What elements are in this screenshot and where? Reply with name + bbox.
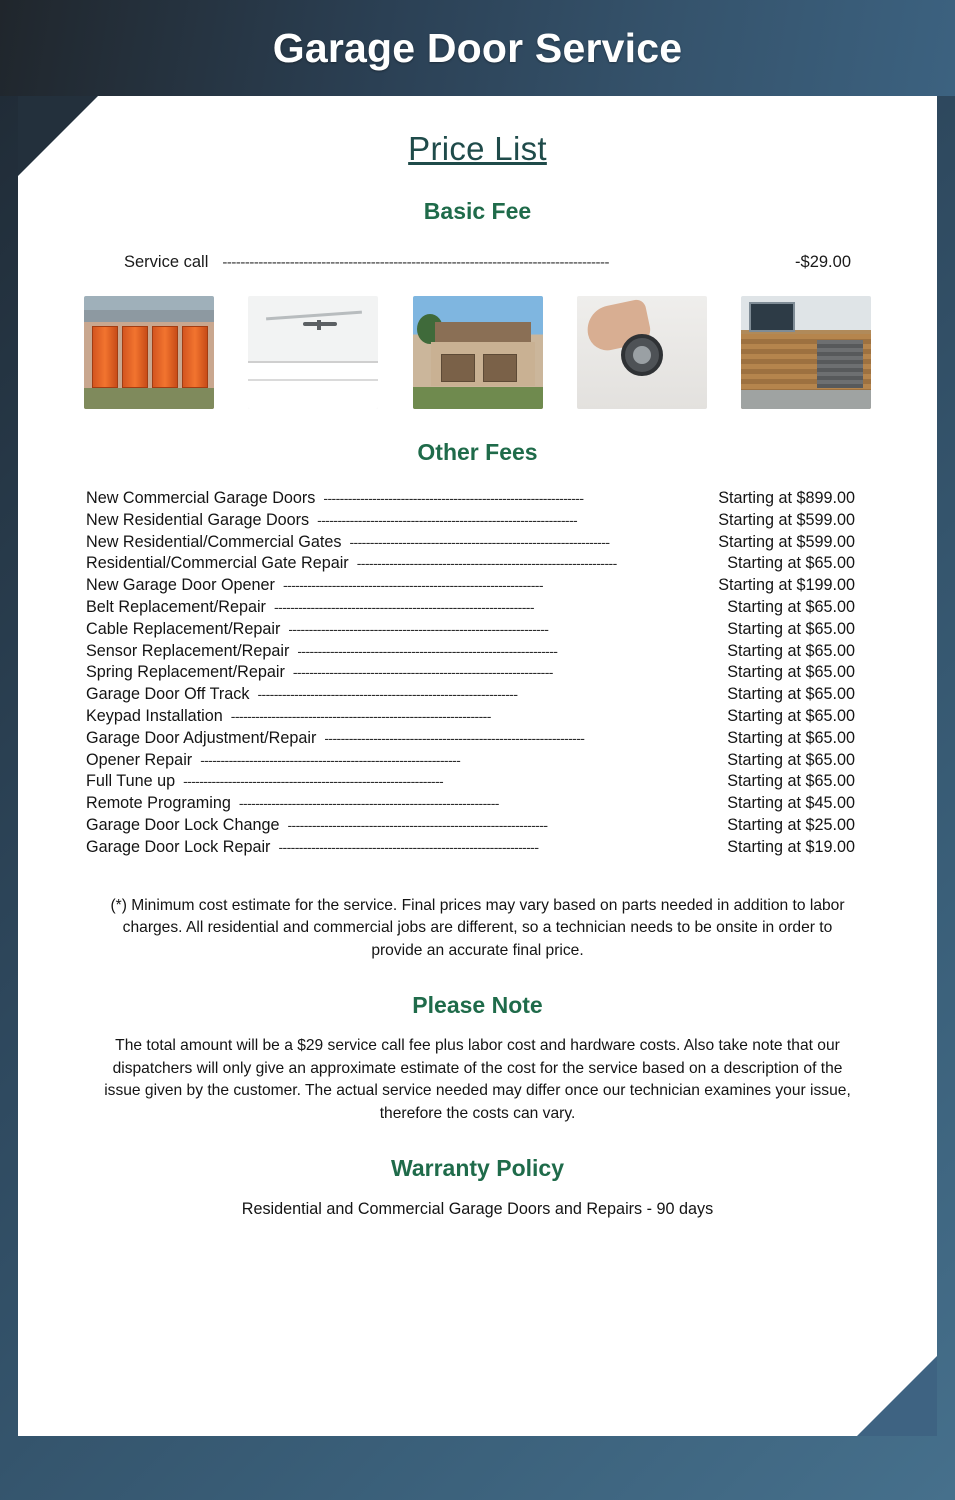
fee-name: Remote Programing: [86, 794, 231, 813]
fee-amount: Starting at $45.00: [727, 794, 855, 813]
fee-name: Garage Door Lock Change: [86, 815, 280, 834]
fee-leader: ----------------------------------------------------------------: [324, 729, 585, 746]
fee-row: [86, 641, 855, 663]
fee-name: Opener Repair: [86, 750, 193, 769]
basic-fee-label: Service call: [124, 253, 209, 271]
fee-name: New Commercial Garage Doors: [86, 489, 316, 507]
fee-row: [86, 662, 855, 684]
fee-leader: ----------------------------------------------------------------: [278, 838, 539, 855]
page-header: [0, 0, 955, 96]
warranty-policy-heading: Warranty Policy: [391, 1155, 564, 1182]
fee-name: New Residential/Commercial Gates: [86, 532, 342, 551]
basic-fee-heading: Basic Fee: [423, 198, 532, 224]
fee-row: [86, 597, 855, 619]
fee-leader: ----------------------------------------------------------------: [200, 751, 461, 768]
fee-amount: Starting at $65.00: [727, 728, 855, 747]
fee-row: [86, 706, 855, 728]
fee-amount: Starting at $65.00: [727, 685, 855, 704]
fee-amount: Starting at $65.00: [727, 641, 855, 660]
fee-row: [86, 532, 855, 554]
fee-name: Garage Door Off Track: [86, 685, 250, 704]
fee-row: [86, 684, 855, 706]
fee-name: Belt Replacement/Repair: [86, 597, 266, 616]
fee-leader: ----------------------------------------------------------------: [238, 795, 499, 812]
fee-row: [86, 771, 855, 793]
fee-row: [86, 575, 855, 597]
fee-row: [86, 750, 855, 772]
fee-leader: ----------------------------------------------------------------: [282, 577, 543, 594]
basic-fee-leader: --------------------------------------------------------------------------------------: [222, 254, 609, 271]
basic-fee-row: [78, 253, 877, 272]
other-fees-list: [78, 488, 877, 859]
fee-leader: ----------------------------------------------------------------: [257, 686, 518, 703]
fee-leader: ----------------------------------------------------------------: [287, 816, 548, 833]
fee-row: [86, 728, 855, 750]
fee-name: Garage Door Adjustment/Repair: [86, 728, 317, 747]
fee-row: [86, 619, 855, 641]
fee-leader: ----------------------------------------------------------------: [356, 555, 617, 572]
fee-leader: ----------------------------------------------------------------: [323, 490, 584, 506]
fee-row: [86, 815, 855, 837]
fee-amount: Starting at $65.00: [727, 706, 855, 725]
basic-fee-price: -$29.00: [795, 253, 851, 271]
fee-row: [86, 793, 855, 815]
fee-row: [86, 553, 855, 575]
fee-amount: Starting at $899.00: [718, 489, 855, 507]
fee-name: Residential/Commercial Gate Repair: [86, 554, 349, 573]
fee-leader: ----------------------------------------------------------------: [349, 533, 610, 550]
please-note-heading: Please Note: [412, 992, 543, 1019]
fee-amount: Starting at $65.00: [727, 554, 855, 573]
fee-amount: Starting at $19.00: [727, 837, 855, 856]
fee-row: [86, 837, 855, 859]
fee-amount: Starting at $599.00: [718, 532, 855, 551]
fee-row: [86, 510, 855, 532]
fee-amount: Starting at $65.00: [727, 772, 855, 791]
price-list-title: Price List: [408, 130, 547, 167]
fee-name: Sensor Replacement/Repair: [86, 641, 290, 660]
fee-leader: ----------------------------------------------------------------: [230, 707, 491, 724]
photo-strip: [78, 296, 877, 409]
fee-amount: Starting at $599.00: [718, 510, 855, 529]
fee-row: [86, 488, 855, 510]
fee-leader: ----------------------------------------------------------------: [273, 598, 534, 615]
fee-amount: Starting at $65.00: [727, 750, 855, 769]
other-fees-heading: Other Fees: [417, 439, 538, 465]
fee-name: Garage Door Lock Repair: [86, 837, 271, 856]
modern-wood-slat-garage-photo: [741, 296, 871, 409]
fee-leader: ----------------------------------------------------------------: [292, 664, 553, 681]
fee-name: Spring Replacement/Repair: [86, 663, 285, 682]
warranty-policy-body: Residential and Commercial Garage Doors and Repairs - 90 days: [241, 1200, 714, 1219]
fee-amount: Starting at $25.00: [727, 815, 855, 834]
fee-amount: Starting at $65.00: [727, 619, 855, 638]
hand-installing-door-opener-photo: [577, 296, 707, 409]
fee-leader: ----------------------------------------------------------------: [288, 620, 549, 637]
fee-leader: ----------------------------------------------------------------: [183, 773, 444, 790]
fineprint-disclaimer: (*) Minimum cost estimate for the service. Final prices may vary based on parts needed in addition to labor charges. All residential and commercial jobs are different, so a technician needs to be onsite in order to provide an accurate final price.: [110, 896, 845, 959]
document-content: [18, 96, 937, 1436]
fee-leader: ----------------------------------------------------------------: [317, 511, 578, 528]
fee-name: Full Tune up: [86, 772, 176, 791]
fee-amount: Starting at $199.00: [718, 576, 855, 595]
fee-name: New Residential Garage Doors: [86, 510, 310, 529]
garage-interior-ceiling-photo: [248, 296, 378, 409]
fee-amount: Starting at $65.00: [727, 663, 855, 682]
orange-storage-garage-doors-photo: [84, 296, 214, 409]
page-title: Garage Door Service: [272, 24, 683, 71]
brick-house-two-car-garage-photo: [413, 296, 543, 409]
fee-name: Cable Replacement/Repair: [86, 619, 281, 638]
please-note-body: The total amount will be a $29 service call fee plus labor cost and hardware costs. Also take note that our dispatchers will only give an approximate estimate of the cost for the service based on a description of the issue given by the customer. The actual service needed may differ once our technician examines your issue, therefore the costs can vary.: [104, 1037, 851, 1122]
fee-name: New Garage Door Opener: [86, 576, 275, 595]
fee-amount: Starting at $65.00: [727, 597, 855, 616]
fee-leader: ----------------------------------------------------------------: [297, 642, 558, 659]
fee-name: Keypad Installation: [86, 706, 223, 725]
